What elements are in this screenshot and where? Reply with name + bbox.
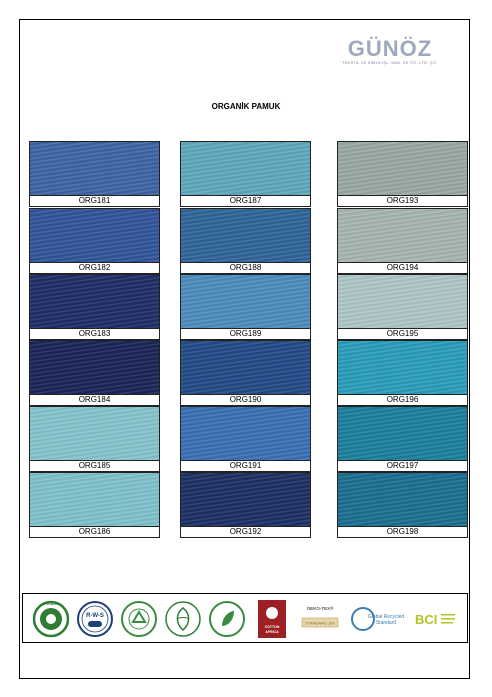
swatch-code-label: ORG193 (337, 196, 468, 207)
swatch-code-label: ORG191 (180, 461, 311, 472)
swatch-color-sample (29, 406, 160, 461)
swatch-color-sample (29, 472, 160, 527)
swatch-color-sample (180, 340, 311, 395)
gots-logo (165, 600, 201, 638)
svg-text:ORGANIC: ORGANIC (42, 602, 60, 606)
page-title: ORGANİK PAMUK (211, 102, 281, 111)
color-swatch (179, 140, 312, 207)
swatch-color-sample (337, 406, 468, 461)
color-swatch (336, 140, 469, 207)
swatch-color-sample (29, 208, 160, 263)
swatch-color-sample (337, 472, 468, 527)
swatch-color-sample (337, 141, 468, 196)
swatch-color-sample (180, 406, 311, 461)
organic-blended-logo (209, 600, 245, 638)
swatch-color-sample (29, 340, 160, 395)
color-swatch (179, 471, 312, 538)
swatch-code-label: ORG181 (29, 196, 160, 207)
oeko-tex-logo (299, 600, 341, 638)
swatch-color-sample (180, 208, 311, 263)
swatch-code-label: ORG185 (29, 461, 160, 472)
color-swatch (28, 207, 161, 274)
swatch-code-label: ORG186 (29, 527, 160, 538)
swatch-code-label: ORG190 (180, 395, 311, 406)
color-swatch (336, 207, 469, 274)
color-swatch (336, 471, 469, 538)
swatch-color-sample (180, 472, 311, 527)
color-swatch (28, 471, 161, 538)
color-swatch (336, 273, 469, 340)
color-swatch (28, 405, 161, 472)
organic-100-logo (33, 600, 69, 638)
swatch-code-label: ORG197 (337, 461, 468, 472)
swatch-color-sample (29, 274, 160, 329)
color-swatch (28, 140, 161, 207)
swatch-code-label: ORG187 (180, 196, 311, 207)
swatch-color-sample (29, 141, 160, 196)
bci-logo (413, 600, 459, 638)
color-swatch (179, 405, 312, 472)
svg-text:BCI: BCI (415, 612, 438, 627)
swatch-color-sample (337, 208, 468, 263)
svg-text:Standard: Standard (375, 620, 397, 626)
swatch-code-label: ORG189 (180, 329, 311, 340)
swatch-color-sample (180, 274, 311, 329)
color-swatch (28, 339, 161, 406)
svg-text:R-W-S: R-W-S (86, 613, 104, 619)
swatch-color-sample (337, 340, 468, 395)
swatch-color-sample (337, 274, 468, 329)
svg-text:OEKO-TEX®: OEKO-TEX® (306, 606, 334, 611)
swatch-code-label: ORG183 (29, 329, 160, 340)
swatch-code-label: ORG196 (337, 395, 468, 406)
brand-subtitle: TEKSTİL VE KİMYA İŞL. SAN. VE TİC. LTD. ŞTİ. (341, 60, 438, 65)
color-swatch (179, 207, 312, 274)
swatch-code-label: ORG198 (337, 527, 468, 538)
color-swatch (336, 405, 469, 472)
swatch-code-label: ORG195 (337, 329, 468, 340)
color-swatch (28, 273, 161, 340)
cotton-made-in-africa-logo (258, 600, 286, 638)
svg-text:AFRICA: AFRICA (265, 630, 279, 634)
swatch-color-sample (180, 141, 311, 196)
certification-bar (22, 593, 468, 643)
swatch-code-label: ORG188 (180, 263, 311, 274)
color-swatch (179, 273, 312, 340)
recycled-blended-logo (121, 600, 157, 638)
company-logo (340, 38, 440, 66)
color-swatch (336, 339, 469, 406)
color-swatch (179, 339, 312, 406)
svg-text:STANDARD 100: STANDARD 100 (305, 620, 335, 626)
rws-logo (77, 600, 113, 638)
global-recycled-standard-logo (349, 600, 405, 638)
swatch-code-label: ORG184 (29, 395, 160, 406)
brand-name: GÜNÖZ (347, 36, 433, 61)
svg-text:COTTON: COTTON (264, 625, 280, 629)
swatch-code-label: ORG192 (180, 527, 311, 538)
svg-text:Global Recycled: Global Recycled (367, 614, 405, 620)
swatch-code-label: ORG182 (29, 263, 160, 274)
swatch-code-label: ORG194 (337, 263, 468, 274)
